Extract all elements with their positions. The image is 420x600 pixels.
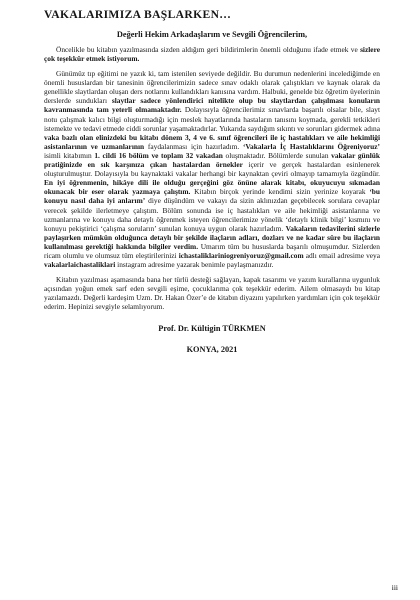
text-run: instagram adresime yazarak benimle paylaşmanızdır. xyxy=(115,260,274,270)
text-run: adlı email adresime veya xyxy=(303,250,380,260)
greeting: Değerli Hekim Arkadaşlarım ve Sevgili Öğrencilerim, xyxy=(116,29,308,39)
text-run: Umarım tüm bu hususlarda başarılı olmuşumdur. Sizlerden ricam olumlu ve olumsuz tüm eleştirilerinizi xyxy=(44,241,380,260)
place-date: KONYA, 2021 xyxy=(186,344,238,354)
author-signature: Prof. Dr. Kültigin TÜRKMEN xyxy=(158,323,266,333)
text-run: Günümüz tıp eğitimi ne yazık ki, tam istenilen seviyede değildir. Bu durumun nedenlerini incelediğimde en önemli hususlardan bir tanesinin öğrencilerimizin sadece sınav odaklı olarak çalıştıkları ve kaynak olarak da genellikle slaytlardan oluşan ders notlarını kullandıkları kanısına vardım. Halbuki, genelde biz öğretim üyelerinin derslerde sundukları xyxy=(44,69,380,106)
bold-text-run: vakalar günlük pratiğinizde en sık karşınıza çıkan hastalardan örnekler xyxy=(44,150,380,170)
text-run: Kitabın yazılması aşamasında bana her türlü desteği sağlayan, kapak tasarımı ve yazım kurallarına uygunluk açısından yoğun emek sarf eden sevgili eşime, çocuklarıma çok teşekkür ederim. Ailem olmasaydı bu kitap yazılamazdı. Değerli kardeşim Uzm. Dr. Hakan Özer’e de kitabın diyazını yapılırken yardımları için çok teşekkür ederim. Hepinizi sevgiyle selamlıyorum. xyxy=(44,275,380,312)
text-run: diye düşündüm ve vakayı da sizin aklınızdan geçebilecek sorulara cevaplar verecek şekilde ilerletmeye çalıştım. Bölüm sonunda ise iç hastalıkları ve aile hekimliği asistanlarına ve uzmanlarına ve konuyu daha detaylı öğrenmek isteyen öğrencilerimize yönelik ‘detaylı klinik bilgi’ kısmını ve konuyu pekiştirici ‘çalışma soruların’ sunulan konuya uygun olarak hazırladım. xyxy=(44,196,380,233)
text-run: içerir ve gerçek hastalardan esinlenerek oluşturulmuştur. Dolayısıyla bu kaynaktaki vakalar herhangi bir kaynaktan çeviri olmayıp tamamıyla özgündür. xyxy=(44,160,380,179)
text-run: oluşmaktadır. Bölümlerde sunulan xyxy=(222,150,332,160)
bold-text-run: ‘bu konuyu nasıl daha iyi anlarım’ xyxy=(44,187,380,206)
text-run: isimli kitabımın xyxy=(44,150,95,160)
text-run: faydalanması için hazırladım. xyxy=(144,141,243,151)
bold-text-run: 1. cildi 16 bölüm ve toplam 32 vakadan xyxy=(94,150,223,160)
page-number: iii xyxy=(391,583,398,592)
paragraph-3 xyxy=(44,275,380,311)
text-run: Dolayısıyla öğrencilerimiz sınavlarda başarılı olsalar bile, slayt notu çalışmak kalıcı bilgi oluşturmadığı için meslek hayatlarında hastaların tanısını koymada, gerekli tetkikleri istemekte ve tedavi etmede ciddi sorunlar yaşamaktadırlar. Yukarıda saydığım sıkıntı ve sorunları gidermek adına xyxy=(44,105,380,133)
paragraph-2 xyxy=(44,69,380,269)
bold-text-run: sizlere çok teşekkür etmek istiyorum. xyxy=(44,44,380,63)
bold-text-run: ichastaliklariniogreniyoruz@gmail.com xyxy=(178,250,304,260)
page-title: VAKALARIMIZA BAŞLARKEN… xyxy=(44,8,232,21)
bold-text-run: vaka bazlı olan elinizdeki bu kitabı dönem 3, 4 ve 6. sınıf öğrencileri ile iç hastalıkları ve aile hekimliği asistanlarının ve uzmanlarının xyxy=(44,132,380,151)
text-run: Kitabın birçok yerinde kendimi sizin yerinize koyarak xyxy=(190,187,370,197)
text-run: Öncelikle bu kitabın yazılmasında sizden aldığım geri bildirimlerin önemli olduğunu ifade etmek ve xyxy=(56,44,361,54)
bold-text-run: ‘Vakalarla İç Hastalıklarını Öğreniyoruz’ xyxy=(242,141,380,151)
bold-text-run: slaytlar sadece yönlendirici nitelikte olup bu slaytlardan çalışılması konuların kavranmasında tam yeterli olmamaktadır. xyxy=(44,96,380,115)
bold-text-run: En iyi öğrenmenin, hikâye dili ile olduğu gerçeğini göz önüne alarak kitabı, okuyucuyu sıkmadan okunacak bir eser olarak yazmaya çalıştım. xyxy=(44,178,380,197)
bold-text-run: Vakaların tedavilerini sizlerle paylaşırken mümkün olduğunca detaylı bir şekilde ilaçların adları, dozları ve ne kadar süre bu ilaçların kullanılması gerektiği hakkında bilgiler verdim. xyxy=(44,223,380,251)
paragraph-1 xyxy=(44,45,380,63)
bold-text-run: vakalarlaichastaliklari xyxy=(44,260,116,270)
